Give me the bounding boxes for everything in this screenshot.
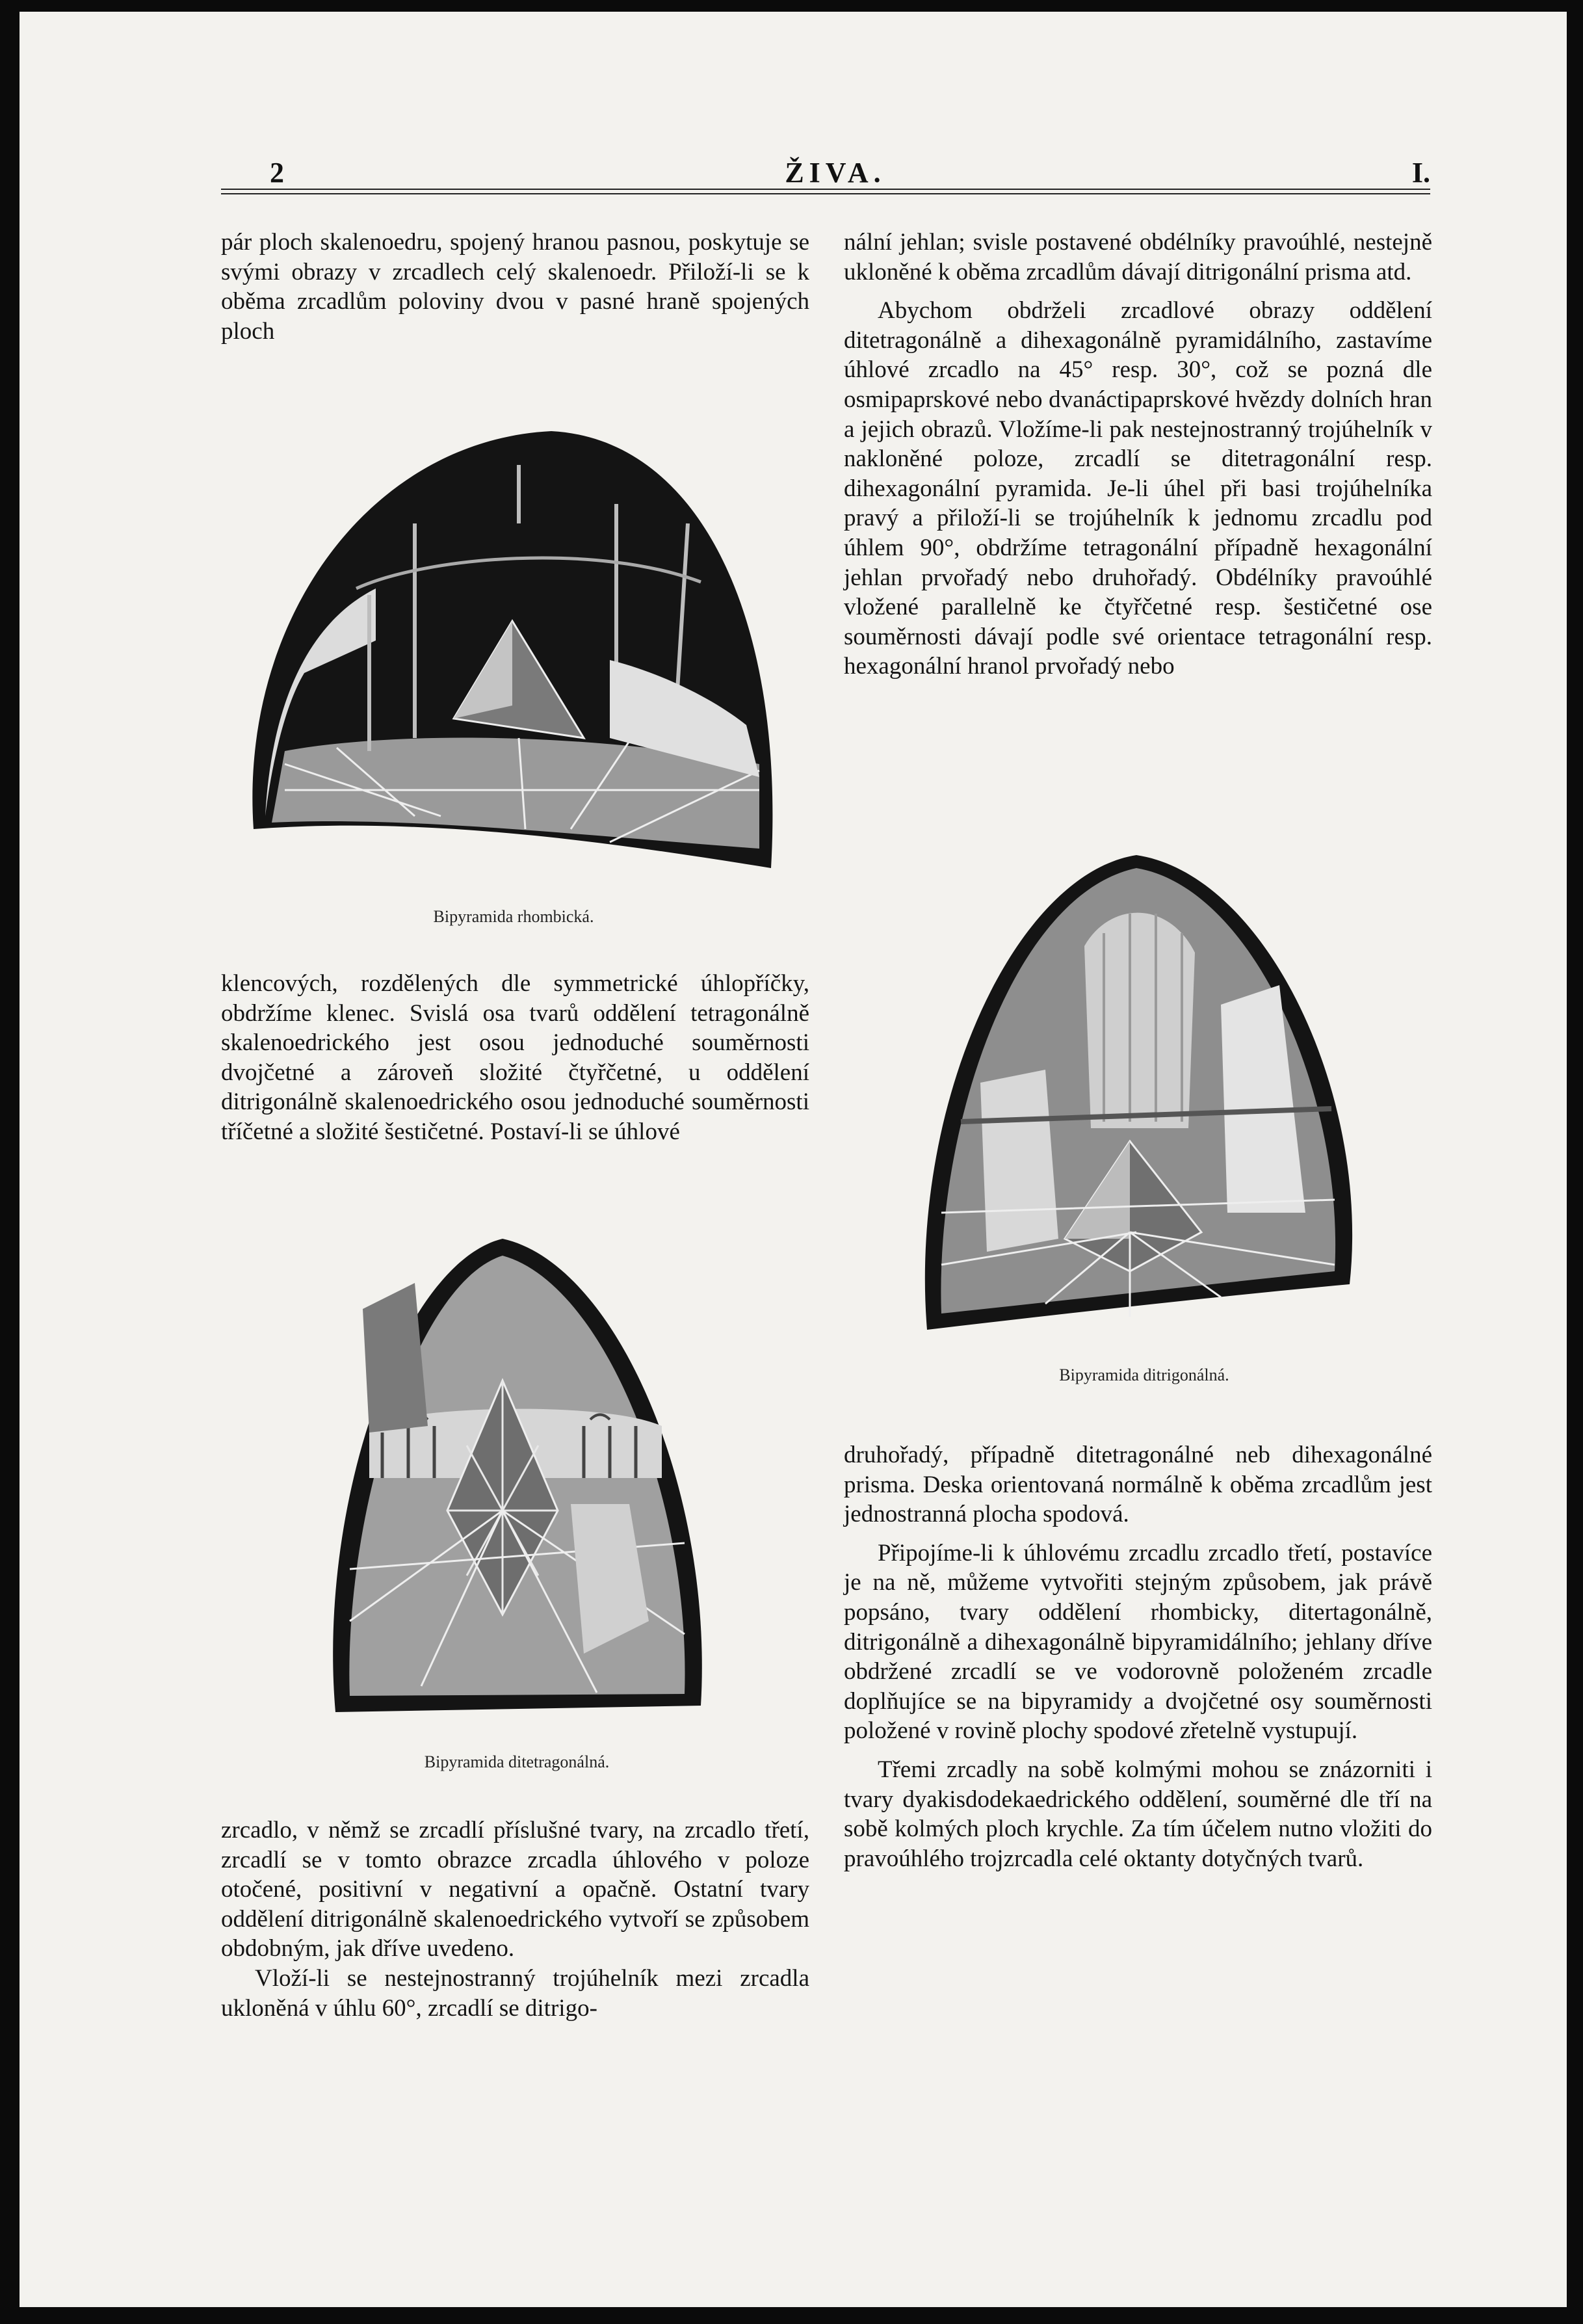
paragraph: Připojíme-li k úhlovému zrcadlu zrcadlo třetí, postavíce je na ně, můžeme vytvořiti stejným způsobem, jak právě popsáno, tvary oddělení rhombicky, ditertagonálně, ditrigonálně a dihexagonálně bipyramidálního; jehlany dříve obdržené zrcadlí se ve vodorovně položeném zrcadle doplňujíce se na bipyramidy a dvojčetné osy souměrnosti položené v rovině plochy spodové zřetelně vystupují. (844, 1539, 1432, 1745)
figure-rhombic-bipyramid-image (246, 426, 779, 875)
paragraph: druhořadý, případně ditetragonálné neb dihexagonálné prisma. Deska orientovaná normálně k oběma zrcadlům jest jednostranná plocha spodová. (844, 1442, 1432, 1528)
caption-ditrigonal: Bipyramida ditrigonálná. (1059, 1366, 1229, 1384)
header-rule-top (221, 189, 1430, 190)
journal-title: ŽIVA. (785, 157, 886, 189)
paragraph: klencových, rozdělených dle symmetrické úhlopříčky, obdržíme klenec. Svislá osa tvarů oddělení tetragonálně skalenoedrického jest osou jednoduché souměrnosti dvojčetné a zároveň složité čtyřčetné, u oddělení ditrigonálně skalenoedrického osou jednoduché souměrnosti tříčetné a složité šestičetné. Postaví-li se úhlové (221, 970, 809, 1145)
page-number: 2 (270, 157, 284, 189)
right-column-bottom-text (844, 1440, 1432, 1873)
paragraph: pár ploch skalenoedru, spojený hranou pasnou, poskytuje se svými obrazy v zrcadlech celý skalenoedr. Přiloží-li se k oběma zrcadlům poloviny dvou v pasné hraně spojených ploch (221, 229, 809, 345)
caption-rhombic: Bipyramida rhombická. (433, 907, 594, 926)
left-column-top-text (221, 228, 809, 346)
figure-ditrigonal-bipyramid (915, 849, 1361, 1330)
paragraph: Vloží-li se nestejnostranný trojúhelník mezi zrcadla ukloněná v úhlu 60°, zrcadlí se ditrigo- (221, 1964, 809, 2022)
figure-ditrigonal-bipyramid-image (915, 849, 1361, 1330)
figure-ditetragonal-bipyramid (324, 1231, 711, 1712)
left-column-middle-text (221, 969, 809, 1147)
caption-ditetragonal: Bipyramida ditetragonálná. (424, 1752, 610, 1771)
figure-ditetragonal-bipyramid-image (324, 1231, 711, 1712)
paragraph: zrcadlo, v němž se zrcadlí příslušné tvary, na zrcadlo třetí, zrcadlí se v tomto obrazce zrcadla úhlového v poloze otočené, positivní v negativní a opačně. Ostatní tvary oddělení ditrigonálně skalenoedrického vytvoří se způsobem obdobným, jak dříve uvedeno. (221, 1817, 809, 1962)
volume-number: I. (1411, 157, 1430, 189)
figure-rhombic-bipyramid (246, 426, 779, 875)
header-rule-bottom (221, 193, 1430, 194)
paragraph: Třemi zrcadly na sobě kolmými mohou se znázorniti i tvary dyakisdodekaedrického oddělení, souměrné dle tří na sobě kolmých ploch krychle. Za tím účelem nutno vložiti do pravoúhlého trojzrcadla celé oktanty dotyčných tvarů. (844, 1756, 1432, 1872)
paragraph: Abychom obdrželi zrcadlové obrazy oddělení ditetragonálně a dihexagonálně pyramidálního, zastavíme úhlové zrcadlo na 45° resp. 30°, což se pozná dle osmipaprskové nebo dvanáctipaprskové hvězdy dolních hran a jejich obrazů. Vložíme-li pak nestejnostranný trojúhelník v nakloněné poloze, zrcadlí se ditetragonální resp. dihexagonální pyramida. Je-li úhel při basi trojúhelníka pravý a přiloží-li se trojúhelník k jednomu zrcadlu pod úhlem 90°, obdržíme tetragonální případně hexagonální jehlan prvořadý nebo druhořadý. Obdélníky pravoúhlé vložené parallelně ke čtyřčetné resp. šestičetné ose souměrnosti dávají podle své orientace tetragonální resp. hexagonální hranol prvořadý nebo (844, 297, 1432, 680)
paragraph: nální jehlan; svisle postavené obdélníky pravoúhlé, nestejně ukloněné k oběma zrcadlům dávají ditrigonální prisma atd. (844, 229, 1432, 285)
right-column-top-text (844, 228, 1432, 681)
left-column-bottom-text (221, 1816, 809, 2023)
